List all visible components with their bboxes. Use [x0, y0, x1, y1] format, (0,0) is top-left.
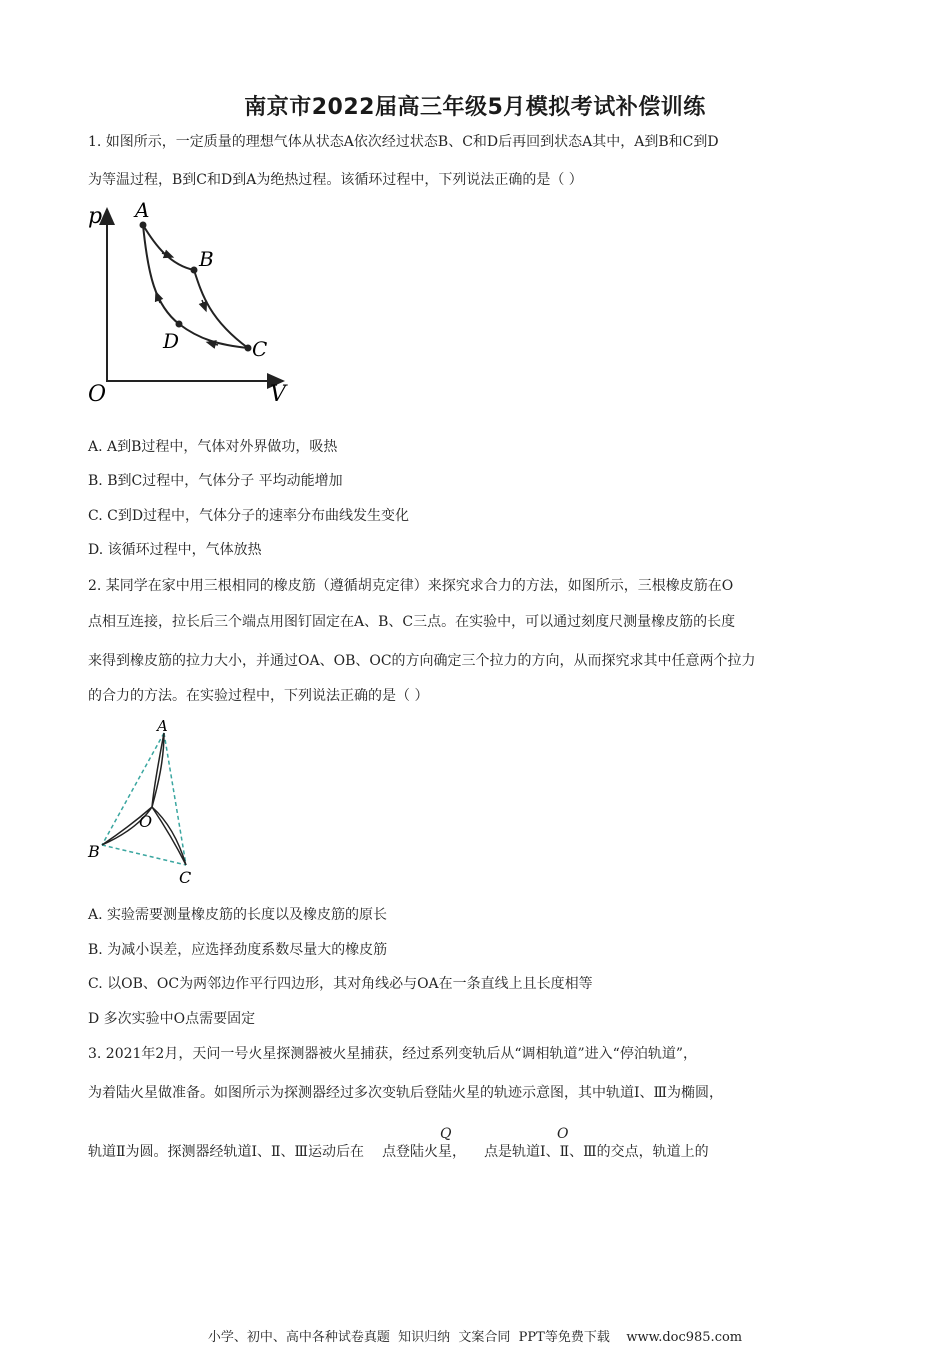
band-label-o: O [139, 812, 153, 831]
pv-arrow-bc [202, 300, 205, 308]
pv-label-c: C [252, 337, 268, 361]
q1-option-c: C. C到D过程中，气体分子的速率分布曲线发生变化 [88, 508, 410, 524]
pv-point-a [140, 222, 147, 229]
pv-label-v: V [270, 382, 286, 407]
rubber-band-diagram [82, 715, 212, 890]
pv-curve-ab [143, 225, 194, 270]
pv-label-b: B [199, 247, 214, 271]
q1-stem-line1: 1. 如图所示，一定质量的理想气体从状态A依次经过状态B、C和D后再回到状态A其中，A到B和C到D [88, 134, 719, 150]
band-label-a: A [157, 717, 168, 735]
band-label-c: C [179, 868, 192, 887]
q2-stem-line3: 来得到橡皮筋的拉力大小，并通过OA、OB、OC的方向确定三个拉力的方向，从而探究求其中任意两个拉力 [88, 653, 756, 669]
pv-diagram [80, 195, 300, 410]
q2-option-c: C. 以OB、OC为两邻边作平行四边形，其对角线必与OA在一条直线上且长度相等 [88, 976, 593, 992]
q3-line3-part3: 点是轨道Ⅰ、Ⅱ、Ⅲ的交点，轨道上的 [484, 1144, 709, 1160]
pv-point-d [176, 321, 183, 328]
q2-stem-line1: 2. 某同学在家中用三根相同的橡皮筋（遵循胡克定律）来探究求合力的方法，如图所示，三根橡皮筋在O [88, 578, 734, 594]
page-title: 南京市2022届高三年级5月模拟考试补偿训练 [244, 95, 706, 120]
q3-symbol-q: Q [440, 1126, 452, 1142]
band-oa [152, 733, 164, 807]
q3-symbol-o: O [557, 1126, 569, 1142]
q3-line3-part2: 点登陆火星， [382, 1144, 467, 1160]
q1-stem-line2: 为等温过程，B到C和D到A为绝热过程。该循环过程中，下列说法正确的是（ ） [88, 172, 583, 188]
pv-point-c [245, 345, 252, 352]
pv-curve-bc [194, 270, 248, 348]
pv-point-b [191, 267, 198, 274]
q2-option-b: B. 为减小误差，应选择劲度系数尽量大的橡皮筋 [88, 942, 388, 958]
q3-stem-line3 [88, 1142, 868, 1162]
band-label-b: B [88, 842, 100, 861]
q3-line3-part1: 轨道Ⅱ为圆。探测器经轨道Ⅰ、Ⅱ、Ⅲ运动后在 [88, 1144, 365, 1160]
page-footer: 小学、初中、高中各种试卷真题 知识归纳 文案合同 PPT等免费下载 www.doc985.com [207, 1330, 743, 1345]
pv-label-p: p [88, 204, 103, 229]
q1-option-d: D. 该循环过程中，气体放热 [88, 542, 262, 558]
pv-label-d: D [163, 329, 180, 353]
q2-option-a: A. 实验需要测量橡皮筋的长度以及橡皮筋的原长 [88, 907, 388, 923]
q1-option-b: B. B到C过程中，气体分子 平均动能增加 [88, 473, 343, 489]
q3-stem-line1: 3. 2021年2月，天问一号火星探测器被火星捕获，经过系列变轨后从“调相轨道”进入“停泊轨道”， [88, 1046, 697, 1062]
q2-stem-line4: 的合力的方法。在实验过程中，下列说法正确的是（ ） [88, 688, 429, 704]
pv-label-o: O [88, 382, 107, 407]
q2-option-d: D 多次实验中O点需要固定 [88, 1011, 256, 1027]
q3-stem-line2: 为着陆火星做准备。如图所示为探测器经过多次变轨后登陆火星的轨迹示意图，其中轨道Ⅰ、Ⅲ为椭圆， [88, 1085, 724, 1101]
band-oc [152, 807, 186, 865]
dashed-bc [102, 845, 186, 865]
pv-label-a: A [135, 198, 150, 222]
q2-stem-line2: 点相互连接，拉长后三个端点用图钉固定在A、B、C三点。在实验中，可以通过刻度尺测量橡皮筋的长度 [88, 614, 736, 630]
q1-option-a: A. A到B过程中，气体对外界做功，吸热 [88, 439, 338, 455]
pv-curve-da [143, 225, 179, 324]
